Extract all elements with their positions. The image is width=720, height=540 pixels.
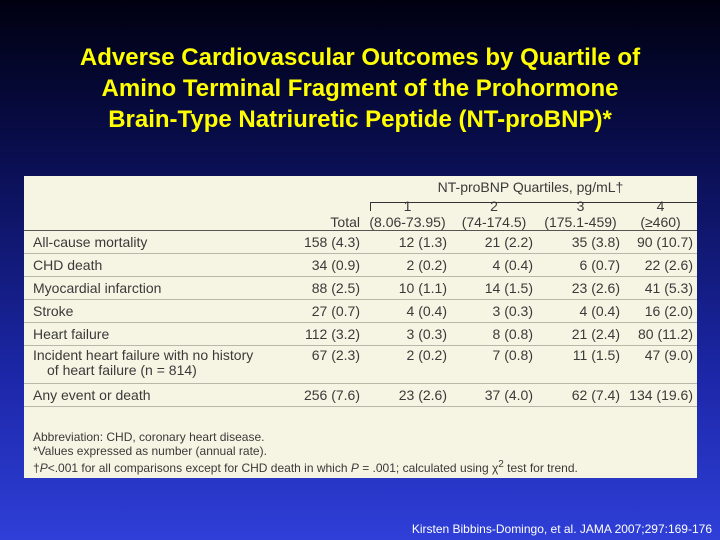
- table-panel: [24, 176, 697, 478]
- chi-superscript: 2: [498, 459, 504, 470]
- q2-name: 2: [490, 198, 498, 214]
- row-label: Heart failure: [24, 323, 278, 346]
- cell-q4: 16 (2.0): [624, 300, 697, 323]
- cell-q2: 37 (4.0): [451, 384, 537, 407]
- cell-q2: 21 (2.2): [451, 231, 537, 254]
- row-label: Myocardial infarction: [24, 277, 278, 300]
- row-label: [24, 346, 278, 384]
- cell-q4: 80 (11.2): [624, 323, 697, 346]
- title-line-3: Brain-Type Natriuretic Peptide (NT-proBNP)*: [108, 106, 612, 133]
- table-footnotes: [33, 430, 578, 475]
- cell-total: 67 (2.3): [278, 346, 364, 384]
- footnote-abbreviation: Abbreviation: CHD, coronary heart disease.: [33, 430, 265, 444]
- cell-q1: 2 (0.2): [364, 254, 451, 277]
- cell-q1: 4 (0.4): [364, 300, 451, 323]
- cell-total: 27 (0.7): [278, 300, 364, 323]
- cell-q1: 23 (2.6): [364, 384, 451, 407]
- table-row: [24, 277, 697, 300]
- cell-total: 256 (7.6): [278, 384, 364, 407]
- dagger-mark: †: [33, 461, 40, 475]
- cell-q1: 3 (0.3): [364, 323, 451, 346]
- table-row: [24, 300, 697, 323]
- footnote-dagger: [33, 458, 578, 475]
- q3-range: (175.1-459): [544, 214, 617, 230]
- table-row: [24, 254, 697, 277]
- q3-name: 3: [576, 198, 585, 214]
- title-line-1: Adverse Cardiovascular Outcomes by Quartile of: [79, 44, 641, 71]
- q2-range: (74-174.5): [461, 214, 527, 230]
- row-label-line-2: of heart failure (n = 814): [47, 362, 197, 378]
- cell-q2: 7 (0.8): [451, 346, 537, 384]
- cell-q3: 11 (1.5): [537, 346, 624, 384]
- p-symbol-2: P: [350, 461, 359, 475]
- cell-q3: 35 (3.8): [537, 231, 624, 254]
- table-row: [24, 384, 697, 407]
- cell-q2: 8 (0.8): [451, 323, 537, 346]
- row-label: Stroke: [24, 300, 278, 323]
- dagger-text-1: <.001 for all comparisons except for CHD death in which: [47, 461, 351, 475]
- cell-total: 158 (4.3): [278, 231, 364, 254]
- quartiles-group-header: [364, 176, 697, 198]
- cell-q2: 4 (0.4): [451, 254, 537, 277]
- slide-title: [0, 42, 720, 135]
- dagger-text-2: = .001; calculated using χ: [358, 461, 499, 475]
- cell-q2: 14 (1.5): [451, 277, 537, 300]
- cell-q3: 4 (0.4): [537, 300, 624, 323]
- footnote-values: *Values expressed as number (annual rate).: [33, 444, 267, 458]
- row-label: All-cause mortality: [24, 231, 278, 254]
- cell-q4: 47 (9.0): [624, 346, 697, 384]
- cell-q4: 22 (2.6): [624, 254, 697, 277]
- cell-q4: 41 (5.3): [624, 277, 697, 300]
- outcomes-table: [24, 176, 697, 407]
- quartiles-group-label: NT-proBNP Quartiles, pg/mL†: [437, 179, 624, 195]
- cell-q1: 10 (1.1): [364, 277, 451, 300]
- q1-range: (8.06-73.95): [369, 214, 446, 230]
- row-label: Any event or death: [24, 384, 278, 407]
- p-symbol: P: [39, 461, 48, 475]
- cell-total: 88 (2.5): [278, 277, 364, 300]
- dagger-text-3: test for trend.: [503, 461, 578, 475]
- cell-q4: 90 (10.7): [624, 231, 697, 254]
- cell-total: 34 (0.9): [278, 254, 364, 277]
- table-row: [24, 346, 697, 384]
- cell-total: 112 (3.2): [278, 323, 364, 346]
- cell-q3: 62 (7.4): [537, 384, 624, 407]
- cell-q3: 6 (0.7): [537, 254, 624, 277]
- row-label: CHD death: [24, 254, 278, 277]
- table-row: [24, 231, 697, 254]
- q4-range: (≥460): [640, 214, 681, 230]
- q4-name: 4: [656, 198, 665, 214]
- cell-q4: 134 (19.6): [624, 384, 697, 407]
- col-header-total: Total: [278, 198, 364, 231]
- table-row: [24, 323, 697, 346]
- cell-q1: 12 (1.3): [364, 231, 451, 254]
- title-line-2: Amino Terminal Fragment of the Prohormone: [101, 75, 619, 102]
- cell-q2: 3 (0.3): [451, 300, 537, 323]
- row-label-line-1: Incident heart failure with no history: [33, 347, 254, 363]
- cell-q3: 23 (2.6): [537, 277, 624, 300]
- cell-q3: 21 (2.4): [537, 323, 624, 346]
- quartiles-bracket: [370, 202, 697, 211]
- citation: Kirsten Bibbins-Domingo, et al. JAMA 2007;297:169-176: [411, 522, 712, 536]
- q1-name: 1: [403, 198, 412, 214]
- cell-q1: 2 (0.2): [364, 346, 451, 384]
